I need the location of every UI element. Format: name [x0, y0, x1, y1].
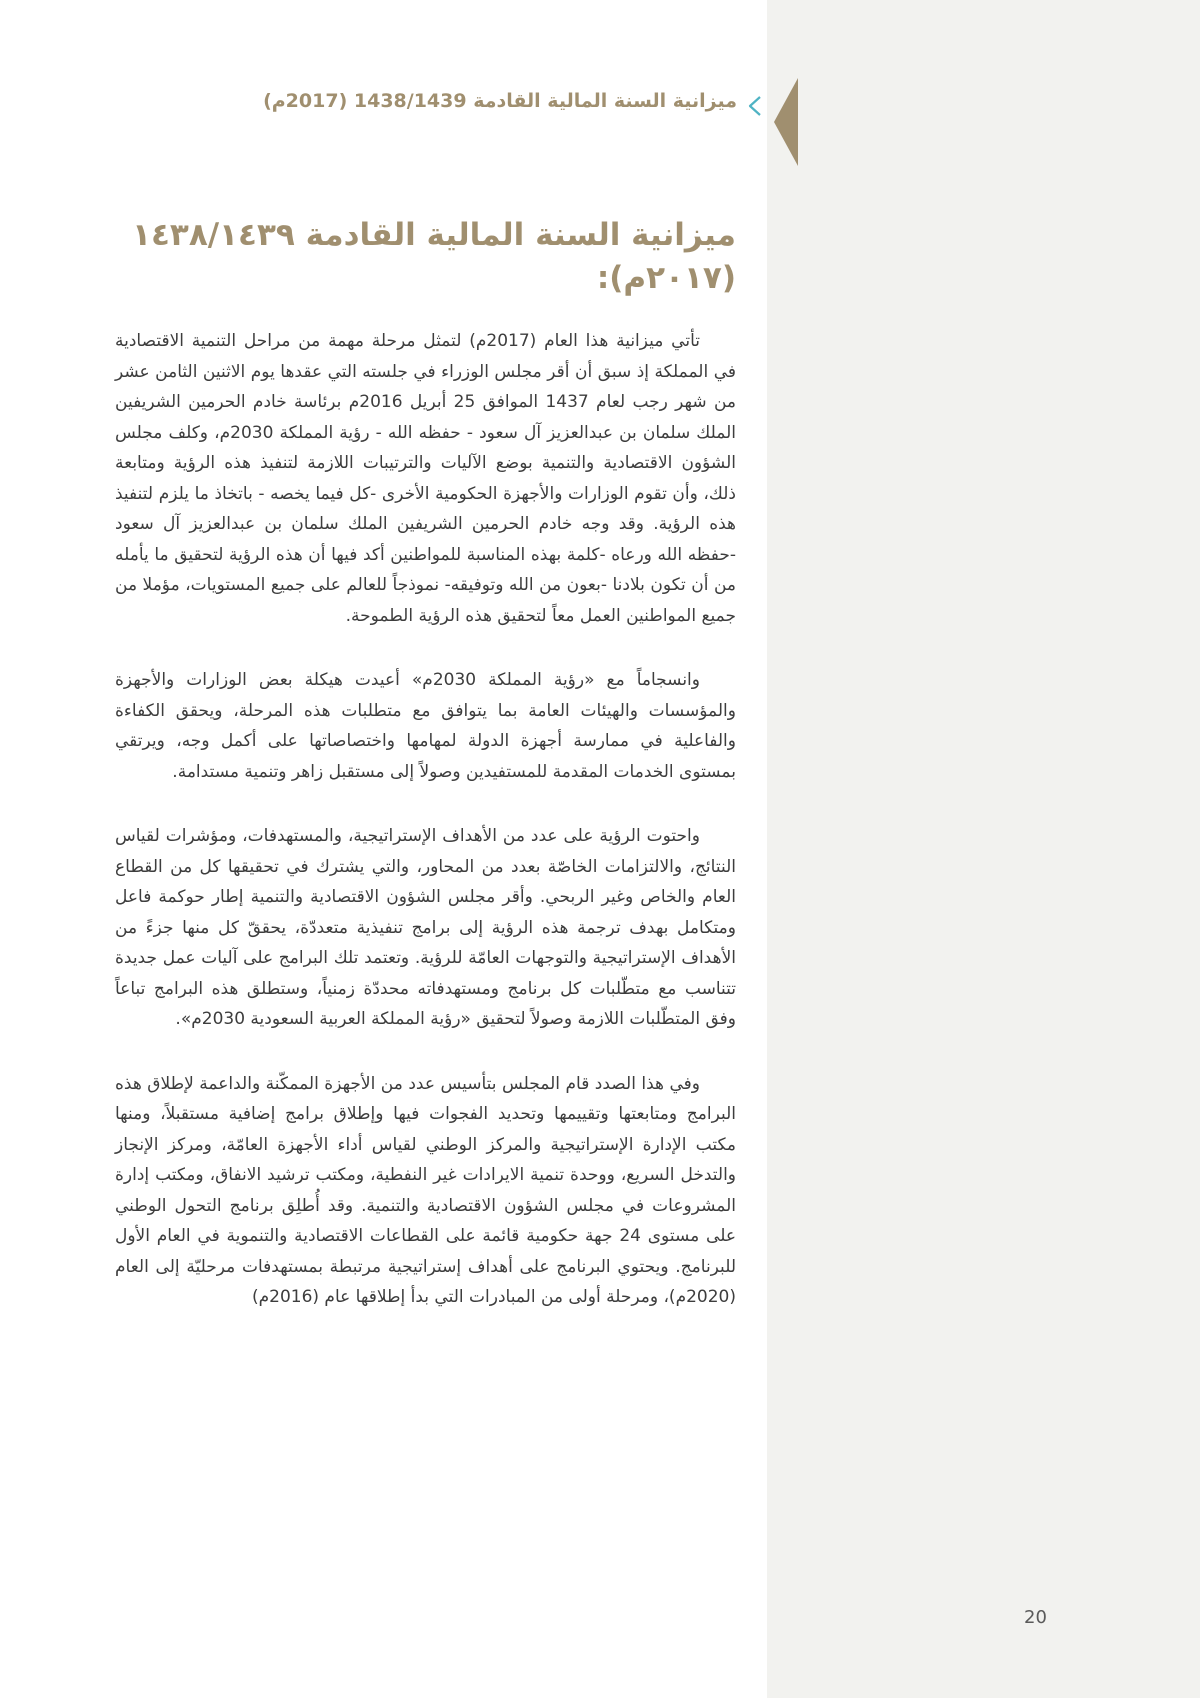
- chevron-left-icon: [746, 94, 764, 118]
- page-title: ميزانية السنة المالية القادمة ١٤٣٨/١٤٣٩ (٢٠١٧م):: [132, 217, 736, 296]
- page-number: 20: [1024, 1607, 1047, 1628]
- paragraph: وانسجاماً مع «رؤية المملكة 2030م» أعيدت هيكلة بعض الوزارات والأجهزة والمؤسسات والهيئات العامة بما يتوافق مع متطلبات هذه المرحلة، ويحقق الكفاءة والفاعلية في ممارسة أجهزة الدولة لمهامها واختصاصاتها على أكمل وجه، ويرتقي بمستوى الخدمات المقدمة للمستفيدين وصولاً إلى مستقبل زاهر وتنمية مستدامة.: [115, 670, 736, 782]
- triangle-marker-icon: [774, 78, 798, 166]
- side-band: [767, 0, 1200, 1698]
- running-header: ميزانية السنة المالية القادمة 1438/1439 (2017م): [263, 90, 737, 112]
- paragraph: تأتي ميزانية هذا العام (2017م) لتمثل مرحلة مهمة من مراحل التنمية الاقتصادية في المملكة إذ سبق أن أقر مجلس الوزراء في جلسته التي عقدها يوم الاثنين الثامن عشر من شهر رجب لعام 1437 الموافق 25 أبريل 2016م برئاسة خادم الحرمين الشريفين الملك سلمان بن عبدالعزيز آل سعود - حفظه الله - رؤية المملكة 2030م، وكلف مجلس الشؤون الاقتصادية والتنمية بوضع الآليات والترتيبات اللازمة لتنفيذ هذه الرؤية ومتابعة ذلك، وأن تقوم الوزارات والأجهزة الحكومية الأخرى -كل فيما يخصه - باتخاذ ما يلزم لتنفيذ هذه الرؤية. وقد وجه خادم الحرمين الشريفين الملك سلمان بن عبدالعزيز آل سعود -حفظه الله ورعاه -كلمة بهذه المناسبة للمواطنين أكد فيها أن هذه الرؤية لتحقيق ما يأمله من أن تكون بلادنا -بعون من الله وتوفيقه- نموذجاً للعالم على جميع المستويات، مؤملا من جميع المواطنين العمل معاً لتحقيق هذه الرؤية الطموحة.: [115, 331, 737, 626]
- paragraph: وفي هذا الصدد قام المجلس بتأسيس عدد من الأجهزة الممكّنة والداعمة لإطلاق هذه البرامج ومتابعتها وتقييمها وتحديد الفجوات فيها وإطلاق برامج إضافية مستقبلاً، ومنها مكتب الإدارة الإستراتيجية والمركز الوطني لقياس أداء الأجهزة العامّة، ومركز الإنجاز والتدخل السريع، ووحدة تنمية الايرادات غير النفطية، ومكتب ترشيد الانفاق، ومكتب إدارة المشروعات في مجلس الشؤون الاقتصادية والتنمية. وقد أُطلِق برنامج التحول الوطني على مستوى 24 جهة حكومية قائمة على القطاعات الاقتصادية والتنموية في العام الأول للبرنامج. ويحتوي البرنامج على أهداف إستراتيجية مرتبطة بمستهدفات مرحليّة إلى العام (2020م)، ومرحلة أولى من المبادرات التي بدأ إطلاقها عام (2016م): [115, 1073, 736, 1307]
- body-text: [115, 326, 736, 1347]
- paragraph: واحتوت الرؤية على عدد من الأهداف الإستراتيجية، والمستهدفات، ومؤشرات لقياس النتائج، والالتزامات الخاصّة بعدد من المحاور، والتي يشترك في تحقيقها كل من القطاع العام والخاص وغير الربحي. وأقر مجلس الشؤون الاقتصادية والتنمية إطار حوكمة فاعل ومتكامل بهدف ترجمة هذه الرؤية إلى برامج تنفيذية متعددّة، يحققّ كل منها جزءً من الأهداف الإستراتيجية والتوجهات العامّة للرؤية. وتعتمد تلك البرامج على آليات عمل جديدة تتناسب مع متطّلبات كل برنامج ومستهدفاته محددّة زمنياً، وستطلق هذه البرامج تباعاً وفق المتطّلبات اللازمة وصولاً لتحقيق «رؤية المملكة العربية السعودية 2030م».: [115, 826, 736, 1029]
